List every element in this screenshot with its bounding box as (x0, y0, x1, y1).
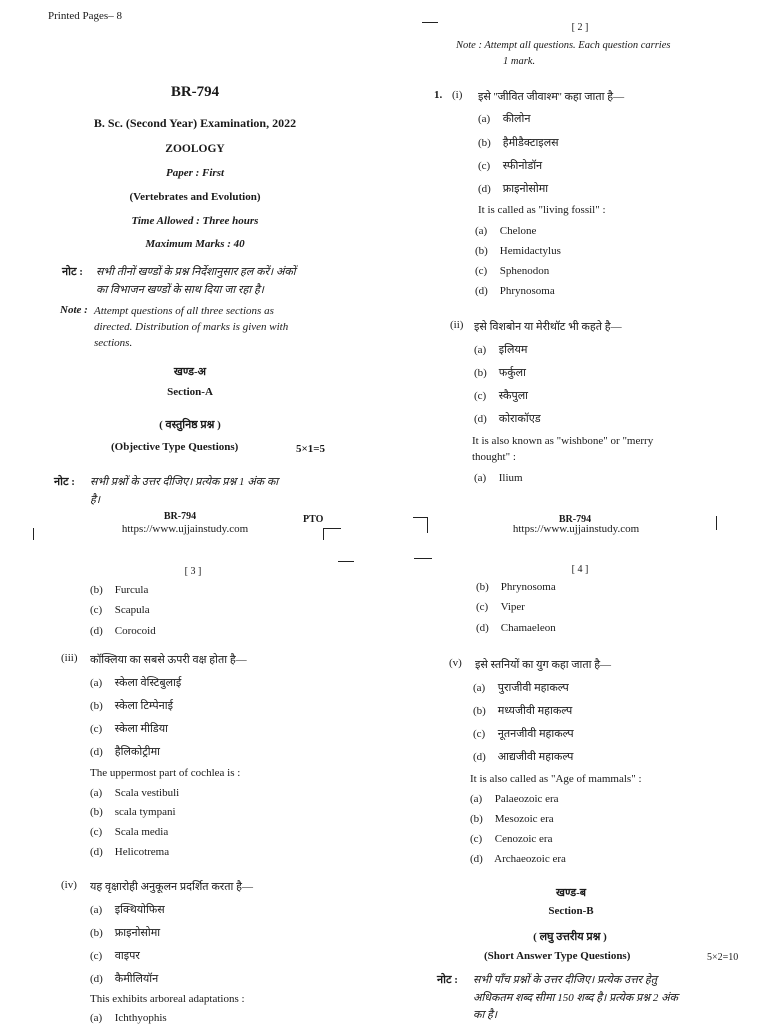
exam-title: B. Sc. (Second Year) Examination, 2022 (93, 116, 297, 130)
question-2-english-line-1: It is also known as "wishbone" or "merry (472, 435, 654, 447)
note-english-label: Note : (60, 304, 88, 316)
question-1-hindi: इसे ''जीवित जीवाश्म'' कहा जाता है— (478, 91, 625, 103)
question-5-sub: (v) (449, 657, 462, 669)
option-d: (d) कोराकॉएड (474, 413, 541, 425)
note-hindi-line-1: सभी तीनों खण्डों के प्रश्न निर्देशानुसार हल करें। अंकों (96, 266, 296, 278)
note-line-2: 1 mark. (503, 56, 536, 67)
maximum-marks: Maximum Marks : 40 (145, 238, 245, 250)
corner-mark (323, 528, 341, 529)
objective-marks: 5×1=5 (296, 443, 326, 455)
question-2-hindi: इसे विशबोन या मेरीथॉट भी कहते है— (474, 321, 622, 333)
option-d: (d) Archaeozoic era (470, 853, 566, 865)
option-d: (d) Chamaeleon (476, 622, 556, 634)
question-1-english: It is called as "living fossil" : (478, 204, 606, 216)
option-c: (c) स्फीनोडॉन (478, 160, 543, 172)
option-a: (a) पुराजीवी महाकल्प (473, 682, 569, 694)
note2-line-1: सभी प्रश्नों के उत्तर दीजिए। प्रत्येक प्रश्न 1 अंक का (90, 476, 279, 488)
option-b: (b) scala tympani (90, 806, 176, 818)
footer-code-2: BR-794 (558, 514, 592, 525)
note-hindi-line-2: का विभाजन खण्डों के साथ दिया जा रहा है। (96, 284, 264, 296)
short-answer-marks: 5×2=10 (707, 952, 739, 963)
option-a: (a) Chelone (475, 225, 537, 237)
option-c: (c) वाइपर (90, 950, 140, 962)
crop-mark (338, 561, 354, 562)
option-c: (c) Sphenodon (475, 265, 550, 277)
option-b: (b) हैमीडैक्टाइलस (478, 137, 559, 149)
option-d: (d) आद्यजीवी महाकल्प (473, 751, 574, 763)
option-b: (b) फर्कुला (474, 367, 526, 379)
note-hindi-label: नोट : (62, 266, 83, 278)
question-3-english: The uppermost part of cochlea is : (90, 767, 241, 779)
option-a: (a) इलियम (474, 344, 528, 356)
option-b: (b) Mesozoic era (470, 813, 554, 825)
option-b: (b) स्केला टिम्पेनाई (90, 700, 174, 712)
question-2-english-line-2: thought" : (472, 451, 516, 463)
option-b: (b) फ्राइनोसोमा (90, 927, 161, 939)
note-english-line-2: directed. Distribution of marks is given with (94, 321, 289, 333)
note-line-1: Note : Attempt all questions. Each question carries (456, 40, 671, 51)
paper-code: BR-794 (170, 84, 220, 100)
option-a: (a) स्केला वेस्टिबुलाई (90, 677, 182, 689)
footer-url-1: https://www.ujjainstudy.com (121, 523, 249, 535)
page-number-2: [ 2 ] (571, 22, 589, 33)
option-a: (a) Ichthyophis (90, 1012, 167, 1024)
option-c: (c) Scapula (90, 604, 150, 616)
question-4-sub: (iv) (61, 879, 77, 891)
option-c: (c) Cenozoic era (470, 833, 553, 845)
objective-heading: (Objective Type Questions) (111, 441, 239, 453)
page-number-4: [ 4 ] (571, 564, 589, 575)
option-d: (d) कैमीलियॉन (90, 973, 159, 985)
option-a: (a) कीलोन (478, 113, 531, 125)
objective-hindi: ( वस्तुनिष्ठ प्रश्न ) (159, 419, 221, 431)
option-b: (b) Furcula (90, 584, 149, 596)
corner-mark (427, 517, 428, 533)
question-1-sub: (i) (452, 89, 463, 101)
note2-line-2: है। (90, 494, 101, 506)
short-answer-heading: (Short Answer Type Questions) (484, 950, 631, 962)
corner-mark (323, 528, 324, 540)
footer-code-1: BR-794 (163, 511, 197, 522)
question-3-sub: (iii) (61, 652, 78, 664)
note-english-line-3: sections. (94, 337, 133, 349)
note-line-2: अधिकतम शब्द सीमा 150 शब्द है। प्रत्येक प्रश्न 2 अंक (473, 992, 678, 1004)
option-b: (b) Hemidactylus (475, 245, 561, 257)
option-b: (b) Phrynosoma (476, 581, 556, 593)
crop-mark (33, 528, 34, 540)
printed-pages: Printed Pages– 8 (48, 10, 122, 22)
question-3-hindi: कॉक्लिया का सबसे ऊपरी वक्ष होता है— (90, 654, 247, 666)
option-b: (b) मध्यजीवी महाकल्प (473, 705, 573, 717)
option-d: (d) हैलिकोट्रीमा (90, 746, 161, 758)
option-d: (d) Phrynosoma (475, 285, 555, 297)
option-a: (a) इक्थियोफिस (90, 904, 165, 916)
option-a: (a) Palaeozoic era (470, 793, 559, 805)
note2-label: नोट : (54, 476, 75, 488)
question-5-english: It is also called as "Age of mammals" : (470, 773, 642, 785)
section-b-hindi: खण्ड-ब (555, 887, 587, 899)
pto-label: PTO (303, 514, 324, 525)
option-d: (d) फ्राइनोसोमा (478, 183, 549, 195)
option-c: (c) नूतनजीवी महाकल्प (473, 728, 574, 740)
paper-number: Paper : First (165, 167, 225, 179)
section-a-hindi: खण्ड-अ (173, 366, 207, 378)
note-english-line-1: Attempt questions of all three sections as (94, 305, 274, 317)
paper-topic: (Vertebrates and Evolution) (129, 191, 261, 203)
short-answer-hindi: ( लघु उत्तरीय प्रश्न ) (533, 931, 607, 943)
time-allowed: Time Allowed : Three hours (131, 215, 259, 227)
crop-mark (414, 558, 432, 559)
question-4-hindi: यह वृक्षारोही अनुकूलन प्रदर्शित करता है— (90, 881, 253, 893)
question-2-sub: (ii) (450, 319, 464, 331)
question-5-hindi: इसे स्तनियों का युग कहा जाता है— (475, 659, 612, 671)
corner-mark (413, 517, 427, 518)
section-b-title: Section-B (548, 905, 594, 917)
option-d: (d) Helicotrema (90, 846, 170, 858)
note-line-1: सभी पाँच प्रश्नों के उत्तर दीजिए। प्रत्येक उत्तर हेतु (473, 974, 658, 986)
option-c: (c) Scala media (90, 826, 169, 838)
option-c: (c) स्केला मीडिया (90, 723, 168, 735)
option-c: (c) स्कैपुला (474, 390, 529, 402)
footer-url-2: https://www.ujjainstudy.com (512, 523, 640, 535)
option-a: (a) Ilium (474, 472, 523, 484)
option-c: (c) Viper (476, 601, 525, 613)
section-a-title: Section-A (167, 386, 213, 398)
option-a: (a) Scala vestibuli (90, 787, 180, 799)
crop-mark (716, 516, 717, 530)
page-number-3: [ 3 ] (184, 566, 202, 577)
question-1-number: 1. (434, 89, 443, 101)
subject: ZOOLOGY (165, 143, 225, 155)
note-line-3: का है। (473, 1009, 498, 1021)
question-4-english: This exhibits arboreal adaptations : (90, 993, 245, 1005)
note-label: नोट : (437, 974, 458, 986)
option-d: (d) Corocoid (90, 625, 156, 637)
crop-mark (422, 22, 438, 23)
